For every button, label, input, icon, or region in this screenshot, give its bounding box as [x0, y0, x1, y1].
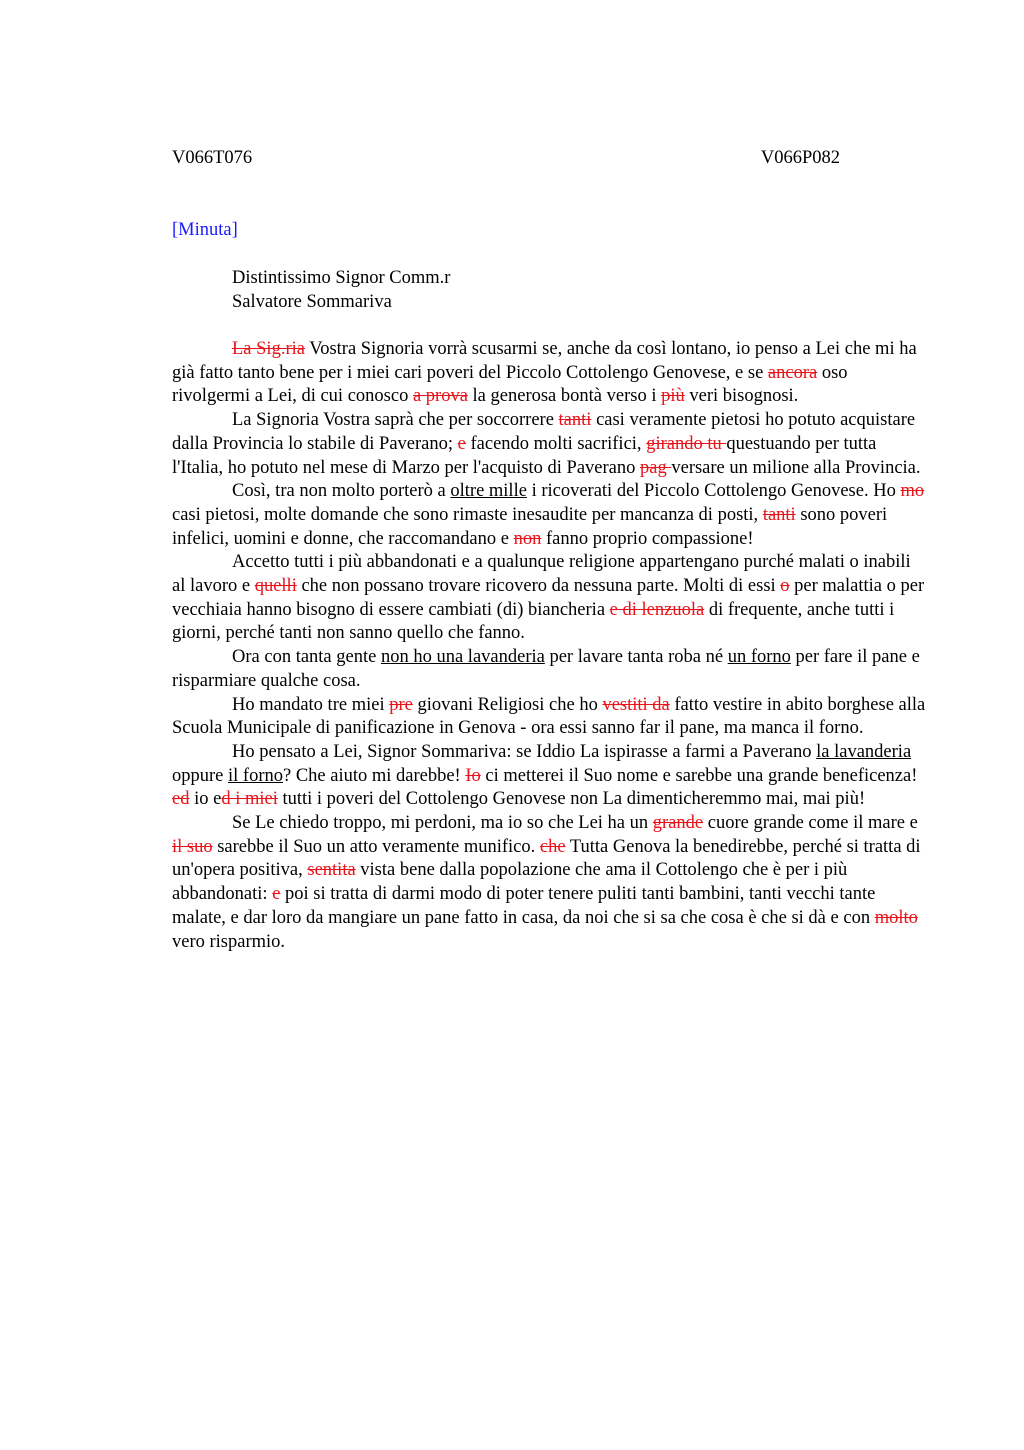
text-run: cuore grande come il mare e	[703, 813, 918, 834]
text-run: ci metterei il Suo nome e sarebbe una grande beneficenza!	[480, 765, 918, 786]
text-run: sarebbe il Suo un atto veramente munifico.	[212, 836, 540, 857]
text-run: veri bisognosi.	[684, 386, 799, 407]
deleted-text: quelli	[254, 576, 297, 597]
deleted-text: Io	[465, 765, 481, 786]
text-run: Vostra Signoria vorrà scusarmi se, anche da così lontano, io penso a Lei che mi ha già fatto tanto bene per i miei cari poveri del Piccolo Cottolengo Genovese, e se	[172, 339, 917, 383]
letter-paragraph	[172, 338, 928, 409]
underlined-text: il forno	[228, 765, 283, 786]
deleted-text: La Sig.ria	[232, 339, 305, 359]
deleted-text: vestiti da	[602, 694, 670, 715]
text-run: Ho pensato a Lei, Signor Sommariva: se Iddio La ispirasse a farmi a Paverano	[232, 741, 817, 762]
underlined-text: un forno	[727, 647, 791, 668]
deleted-text: d i miei	[221, 789, 278, 810]
letter-paragraph	[172, 551, 928, 646]
address-line-2: Salvatore Sommariva	[232, 292, 392, 312]
deleted-text: più	[661, 386, 685, 407]
text-run: casi veramente pietosi ho potuto acquistare dalla Provincia lo stabile di Paverano;	[172, 410, 916, 454]
text-run: per fare il pane e risparmiare qualche cosa.	[172, 647, 920, 691]
text-run: per lavare tanta roba né	[544, 647, 728, 668]
text-run: fatto vestire in abito borghese alla Scuola Municipale di panificazione in Genova - ora essi sanno far il pane, ma manca il forno.	[172, 694, 926, 739]
text-run: sono poveri infelici, uomini e donne, che raccomandano e	[172, 504, 888, 549]
letter-paragraph	[172, 646, 928, 693]
minuta-label: [Minuta]	[172, 220, 238, 240]
letter-paragraph	[172, 480, 928, 551]
text-run: vista bene dalla popolazione che ama il Cottolengo che è per i più abbandonati:	[172, 860, 848, 905]
text-run: Ho mandato tre miei	[232, 694, 390, 715]
deleted-text: grande	[652, 813, 704, 834]
deleted-text: molto	[874, 907, 918, 928]
letter-paragraph	[172, 741, 928, 812]
underlined-text: oltre mille	[450, 481, 527, 502]
text-run: di frequente, anche tutti i giorni, perché tanti non sanno quello che fanno.	[172, 599, 895, 644]
text-run: ? Che aiuto mi darebbe!	[282, 765, 466, 786]
deleted-text: tanti	[762, 504, 796, 525]
text-run: versare un milione alla Provincia.	[671, 457, 921, 478]
text-run: i ricoverati del Piccolo Cottolengo Genovese. Ho	[526, 481, 901, 502]
underlined-text: non ho una lavanderia	[380, 647, 545, 668]
text-run: Accetto tutti i più abbandonati e a qualunque religione appartengano purché malati o inabili al lavoro e	[172, 552, 911, 597]
document-header	[172, 146, 928, 170]
text-run: giovani Religiosi che ho	[412, 694, 603, 715]
text-run: Tutta Genova la benedirebbe, perché si tratta di un'opera positiva,	[172, 836, 921, 881]
text-run: che non possano trovare ricovero da nessuna parte. Molti di essi	[296, 576, 781, 597]
text-run: Ora con tanta gente	[232, 647, 381, 668]
document-page	[172, 146, 928, 954]
text-run: fanno proprio compassione!	[541, 528, 754, 549]
letter-paragraph	[172, 694, 928, 741]
deleted-text: a prova	[412, 386, 468, 407]
deleted-text: sentita	[307, 860, 356, 881]
letter-body	[172, 338, 928, 954]
deleted-text: pre	[389, 694, 413, 715]
text-run: oso rivolgermi a Lei, di cui conosco	[172, 362, 848, 407]
deleted-text: girando tu	[646, 433, 727, 454]
letter-paragraph	[172, 812, 928, 954]
text-run: poi si tratta di darmi modo di poter tenere puliti tanti bambini, tanti vecchi tante malate, e dar loro da mangiare un pane fatto in casa, da noi che si sa che cosa è che si dà e con	[172, 884, 876, 928]
address-line-1: Distintissimo Signor Comm.r	[232, 268, 451, 288]
deleted-text: tanti	[558, 410, 592, 431]
text-run: questuando per tutta l'Italia, ho potuto nel mese di Marzo per l'acquisto di Paverano	[172, 433, 877, 478]
text-run: vero risparmio.	[172, 931, 286, 952]
document-code-right: V066P082	[760, 148, 840, 168]
underlined-text: la lavanderia	[816, 741, 912, 762]
letter-paragraph	[172, 409, 928, 480]
text-run: la generosa bontà verso i	[467, 386, 662, 407]
text-run: casi pietosi, molte domande che sono rimaste inesaudite per mancanza di posti,	[172, 504, 763, 525]
text-run: Se Le chiedo troppo, mi perdoni, ma io so che Lei ha un	[232, 813, 653, 834]
deleted-text: e di lenzuola	[609, 599, 705, 620]
text-run: tutti i poveri del Cottolengo Genovese non La dimenticheremmo mai, mai più!	[277, 789, 866, 810]
deleted-text: ancora	[767, 362, 818, 383]
text-run: oppure	[172, 765, 228, 786]
deleted-text: mo	[900, 481, 925, 502]
text-run: facendo molti sacrifici,	[465, 433, 647, 454]
deleted-text: ed	[172, 789, 190, 810]
deleted-text: e	[272, 884, 281, 905]
deleted-text: o	[780, 576, 790, 597]
text-run: La Signoria Vostra saprà che per soccorrere	[232, 410, 559, 431]
deleted-text: il suo	[172, 836, 213, 857]
text-run: Così, tra non molto porterò a	[232, 481, 451, 502]
text-run: io e	[189, 789, 222, 810]
text-run: per malattia o per vecchiaia hanno bisogno di essere cambiati (di) biancheria	[172, 576, 925, 620]
document-code-left: V066T076	[172, 148, 253, 168]
address-block	[172, 266, 928, 314]
deleted-text: non	[513, 528, 542, 549]
deleted-text: pag	[640, 457, 672, 478]
deleted-text: e	[457, 433, 466, 454]
deleted-text: che	[539, 836, 566, 857]
